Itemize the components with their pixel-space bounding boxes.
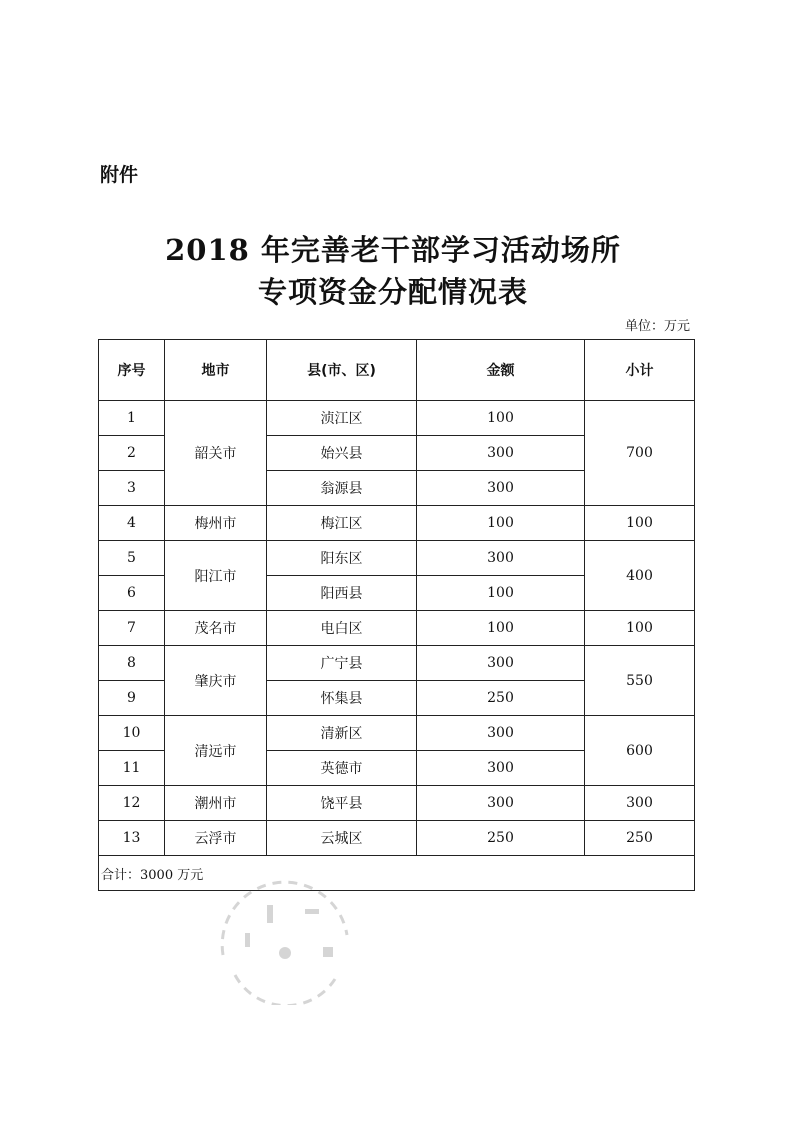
- seq-cell: 6: [99, 576, 165, 611]
- city-cell: 潮州市: [165, 786, 267, 821]
- amount-cell: 300: [417, 751, 585, 786]
- table-row: [99, 646, 695, 681]
- city-cell: 梅州市: [165, 506, 267, 541]
- subtotal-cell: 250: [585, 821, 695, 856]
- seq-cell: 12: [99, 786, 165, 821]
- city-cell: 清远市: [165, 716, 267, 786]
- subtotal-cell: 400: [585, 541, 695, 611]
- seq-cell: 5: [99, 541, 165, 576]
- county-cell: 清新区: [267, 716, 417, 751]
- table-header-row: [99, 340, 695, 401]
- amount-cell: 300: [417, 716, 585, 751]
- document-title-line2: 专项资金分配情况表: [257, 275, 528, 309]
- seq-cell: 1: [99, 401, 165, 436]
- seq-cell: 11: [99, 751, 165, 786]
- county-cell: 浈江区: [267, 401, 417, 436]
- seq-cell: 9: [99, 681, 165, 716]
- amount-cell: 300: [417, 436, 585, 471]
- table-row: [99, 786, 695, 821]
- seq-cell: 2: [99, 436, 165, 471]
- amount-cell: 100: [417, 576, 585, 611]
- header-amount: 金额: [417, 340, 585, 401]
- header-city: 地市: [165, 340, 267, 401]
- county-cell: 翁源县: [267, 471, 417, 506]
- amount-cell: 100: [417, 611, 585, 646]
- document-title-line1: 2018 年完善老干部学习活动场所: [165, 233, 621, 267]
- total-row: [99, 856, 695, 891]
- amount-cell: 250: [417, 821, 585, 856]
- city-cell: 阳江市: [165, 541, 267, 611]
- county-cell: 广宁县: [267, 646, 417, 681]
- city-cell: 云浮市: [165, 821, 267, 856]
- seq-cell: 8: [99, 646, 165, 681]
- table-row: [99, 716, 695, 751]
- table-row: [99, 541, 695, 576]
- amount-cell: 100: [417, 506, 585, 541]
- header-subtotal: 小计: [585, 340, 695, 401]
- seq-cell: 10: [99, 716, 165, 751]
- header-seq: 序号: [99, 340, 165, 401]
- subtotal-cell: 100: [585, 611, 695, 646]
- county-cell: 饶平县: [267, 786, 417, 821]
- county-cell: 英德市: [267, 751, 417, 786]
- city-cell: 肇庆市: [165, 646, 267, 716]
- county-cell: 云城区: [267, 821, 417, 856]
- total-cell: 合计：3000 万元: [99, 856, 695, 891]
- city-cell: 韶关市: [165, 401, 267, 506]
- subtotal-cell: 600: [585, 716, 695, 786]
- county-cell: 电白区: [267, 611, 417, 646]
- subtotal-cell: 100: [585, 506, 695, 541]
- official-seal-stamp-icon: [205, 875, 365, 1005]
- county-cell: 梅江区: [267, 506, 417, 541]
- unit-note: 单位：万元: [624, 319, 690, 334]
- amount-cell: 250: [417, 681, 585, 716]
- allocation-table: [98, 339, 695, 891]
- amount-cell: 100: [417, 401, 585, 436]
- amount-cell: 300: [417, 471, 585, 506]
- county-cell: 阳东区: [267, 541, 417, 576]
- seq-cell: 3: [99, 471, 165, 506]
- seq-cell: 4: [99, 506, 165, 541]
- county-cell: 始兴县: [267, 436, 417, 471]
- seq-cell: 13: [99, 821, 165, 856]
- city-cell: 茂名市: [165, 611, 267, 646]
- county-cell: 阳西县: [267, 576, 417, 611]
- amount-cell: 300: [417, 786, 585, 821]
- amount-cell: 300: [417, 541, 585, 576]
- table-row: [99, 506, 695, 541]
- attachment-label: 附件: [100, 164, 139, 186]
- amount-cell: 300: [417, 646, 585, 681]
- table-row: [99, 401, 695, 436]
- table-row: [99, 821, 695, 856]
- seq-cell: 7: [99, 611, 165, 646]
- table-body: [99, 401, 695, 856]
- county-cell: 怀集县: [267, 681, 417, 716]
- table-row: [99, 611, 695, 646]
- subtotal-cell: 700: [585, 401, 695, 506]
- subtotal-cell: 300: [585, 786, 695, 821]
- subtotal-cell: 550: [585, 646, 695, 716]
- header-county: 县(市、区): [267, 340, 417, 401]
